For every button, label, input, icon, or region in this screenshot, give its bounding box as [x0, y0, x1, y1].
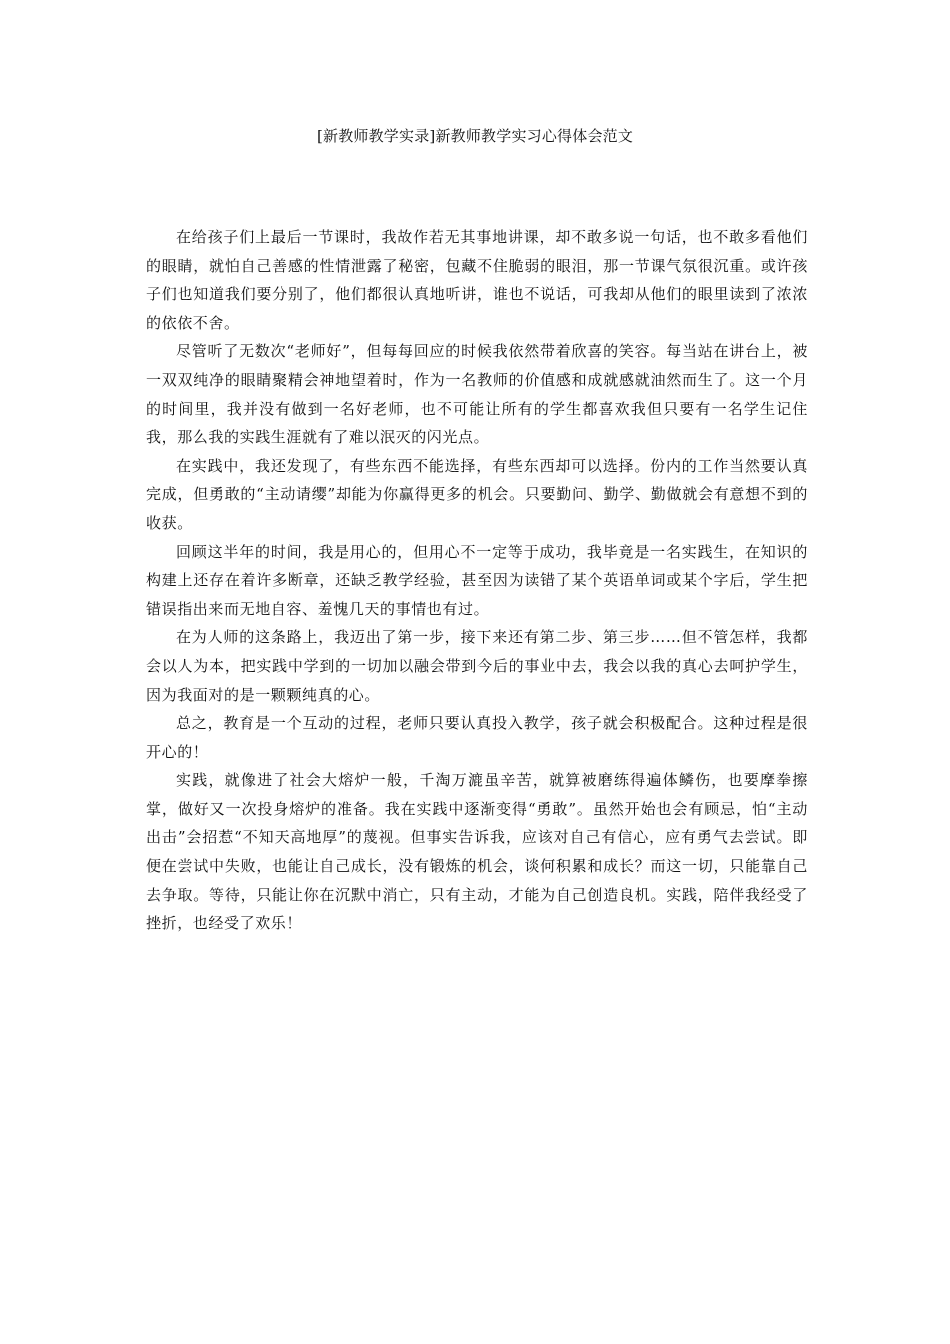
paragraph-1: 在给孩子们上最后一节课时，我故作若无其事地讲课，却不敢多说一句话，也不敢多看他们的眼睛，就怕自己善感的性情泄露了秘密，包藏不住脆弱的眼泪，那一节课气氛很沉重。或许孩子们也知道我们要分别了，他们都很认真地听讲，谁也不说话，可我却从他们的眼里读到了浓浓的依依不舍。 — [146, 228, 808, 332]
paragraph-2: 尽管听了无数次“老师好”，但每每回应的时候我依然带着欣喜的笑容。每当站在讲台上，被一双双纯净的眼睛聚精会神地望着时，作为一名教师的价值感和成就感就油然而生了。这一个月的时间里，我并没有做到一名好老师，也不可能让所有的学生都喜欢我但只要有一名学生记住我，那么我的实践生涯就有了难以泯灭的闪光点。 — [146, 342, 808, 447]
document-body — [146, 223, 808, 938]
paragraph-5: 在为人师的这条路上，我迈出了第一步，接下来还有第二步、第三步……但不管怎样，我都会以人为本，把实践中学到的一切加以融会带到今后的事业中去，我会以我的真心去呵护学生，因为我面对的是一颗颗纯真的心。 — [146, 628, 808, 704]
paragraph-6: 总之，教育是一个互动的过程，老师只要认真投入教学，孩子就会积极配合。这种过程是很开心的！ — [146, 714, 808, 761]
paragraph-7: 实践，就像进了社会大熔炉一般，千淘万漉虽辛苦，就算被磨练得遍体鳞伤，也要摩拳擦掌，做好又一次投身熔炉的准备。我在实践中逐渐变得“勇敢”。虽然开始也会有顾忌，怕“主动出击”会招惹“不知天高地厚”的蔑视。但事实告诉我，应该对自己有信心，应有勇气去尝试。即便在尝试中失败，也能让自己成长，没有锻炼的机会，谈何积累和成长？而这一切，只能靠自己去争取。等待，只能让你在沉默中消亡，只有主动，才能为自己创造良机。实践，陪伴我经受了挫折，也经受了欢乐！ — [146, 771, 808, 933]
paragraph-4: 回顾这半年的时间，我是用心的，但用心不一定等于成功，我毕竟是一名实践生，在知识的构建上还存在着许多断章，还缺乏教学经验，甚至因为读错了某个英语单词或某个字后，学生把错误指出来而无地自容、羞愧几天的事情也有过。 — [146, 542, 808, 618]
paragraph-3: 在实践中，我还发现了，有些东西不能选择，有些东西却可以选择。份内的工作当然要认真完成，但勇敢的“主动请缨”却能为你赢得更多的机会。只要勤问、勤学、勤做就会有意想不到的收获。 — [146, 456, 808, 532]
document-title: [新教师教学实录]新教师教学实习心得体会范文 — [316, 127, 634, 145]
